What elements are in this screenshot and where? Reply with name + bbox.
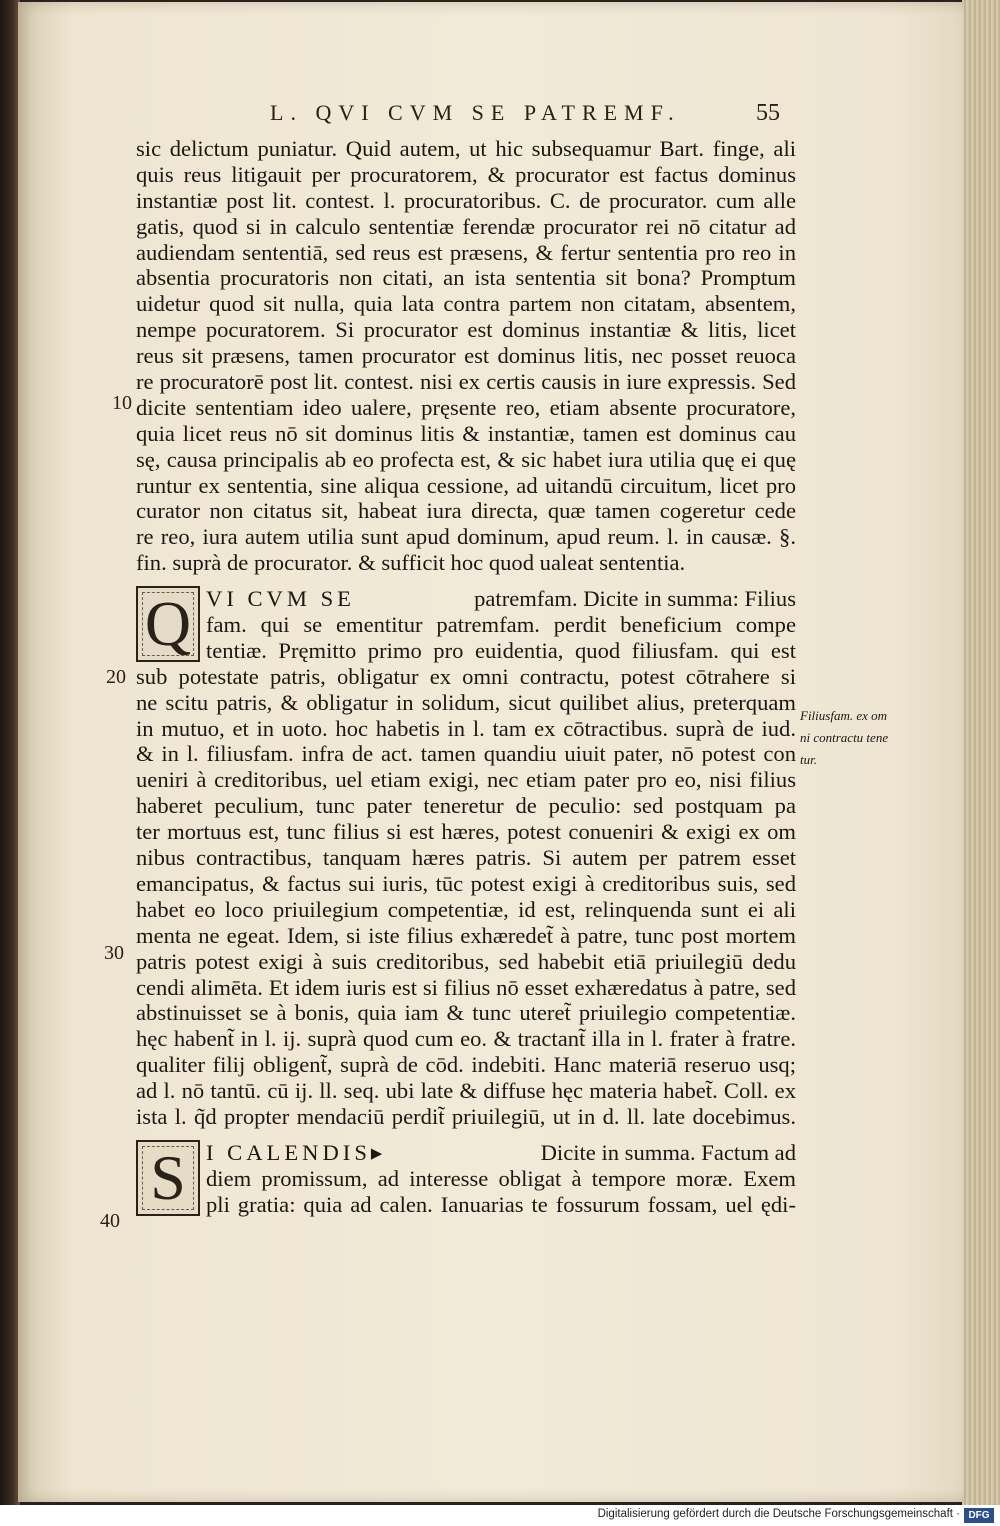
text-line: sub potestate patris, obligatur ex omni contractu, potest cōtrahere si [136, 663, 796, 689]
text-line: curator non citatus sit, habeat iura directa, quæ tamen cogeretur cede [136, 498, 796, 524]
main-text [136, 136, 796, 1218]
text-line: ueniri à creditoribus, uel etiam exigi, nec etiam pater pro eo, nisi filius [136, 767, 796, 793]
text-line: reus sit præsens, tamen procurator est dominus litis, nec posset reuoca [136, 343, 796, 369]
margin-line-number: 30 [104, 942, 124, 964]
text-line: sę, causa principalis ab eo profecta est, & sic habet iura utilia quę ei quę [136, 446, 796, 472]
initial-letter: S [150, 1141, 186, 1213]
digitization-credit: Digitalisierung gefördert durch die Deutsche Forschungsgemeinschaft · [597, 1508, 960, 1520]
text-line: qualiter filij obligent̃, suprà de cōd. indebiti. Hanc materiā reseruo usq; [136, 1052, 796, 1078]
text-line: audiendam sententiā, sed reus est præsens, & fertur sententia pro reo in [136, 239, 796, 265]
margin-line-number: 20 [106, 666, 126, 688]
initial-letter: Q [144, 588, 192, 660]
text-line: tentiæ. Pręmitto primo pro euidentia, quod filiusfam. qui est [206, 637, 796, 663]
text-line [136, 586, 796, 612]
dfg-logo: DFG [964, 1508, 994, 1523]
decorated-initial-s [136, 1140, 200, 1216]
text-line: ad l. nō tantū. cū ij. ll. seq. ubi late & diffuse hęc materia habet̃. Coll. ex [136, 1078, 796, 1104]
text-line: hęc habent̃ in l. ij. suprà quod cum eo. & tractant̃ illa in l. frater à fratre. [136, 1026, 796, 1052]
initial-ornament [142, 588, 194, 660]
text-line: sic delictum puniatur. Quid autem, ut hic subsequamur Bart. finge, ali [136, 136, 796, 161]
text-line: habet eo loco priuilegium competentiæ, id est, relinquenda sunt ei ali [136, 896, 796, 922]
page-number: 55 [756, 100, 780, 126]
text-line: cendi alimēta. Et idem iuris est si filius nō esset exhæredatus à patre, sed [136, 974, 796, 1000]
marginal-note-line: Filiusfam. ex om [800, 708, 888, 723]
text-line: re procuratorē post lit. contest. nisi ex certis causis in iure expressis. Sed [136, 369, 796, 395]
margin-line-number: 40 [100, 1210, 120, 1232]
text-line: pli gratia: quia ad calen. Ianuarias te fossurum fossam, uel ędi- [206, 1191, 796, 1217]
text-line: ista l. q̃d propter mendaciū perdit̃ priuilegiū, ut in d. ll. late docebimus. [136, 1103, 796, 1129]
marginal-note-line: ni contractu tene [800, 730, 889, 745]
text-line: & in l. filiusfam. infra de act. tamen quandiu uiuit pater, nō potest con [136, 741, 796, 767]
text-line-rest: Dicite in summa. Factum ad [540, 1139, 796, 1165]
text-line [136, 1140, 796, 1166]
text-line: ne scitu patris, & obligatur in solidum, sicut quilibet alius, preterquam [136, 689, 796, 715]
text-line: dicite sententiam ideo ualere, pręsente reo, etiam absente procuratore, [136, 394, 796, 420]
text-line: haberet peculium, tunc pater teneretur de peculio: sed postquam pa [136, 793, 796, 819]
text-line: uidetur quod sit nulla, quia lata contra partem non citatam, absentem, [136, 291, 796, 317]
text-line: fam. qui se ementitur patremfam. perdit beneficium compe [206, 612, 796, 638]
text-line: diem promissum, ad interesse obligat à tempore moræ. Exem [206, 1165, 796, 1191]
initial-ornament [142, 1141, 194, 1213]
lemma-heading: I CALENDIS▸ [206, 1139, 387, 1165]
text-line: runtur ex sententia, sine aliqua cessione, ad uitandū circuitum, licet pro [136, 472, 796, 498]
text-line: gatis, quod si in calculo sententiæ ferendæ procurator rei nō citatur ad [136, 213, 796, 239]
margin-line-number: 10 [112, 392, 132, 414]
text-line-rest: patremfam. Dicite in summa: Filius [474, 586, 796, 612]
text-line: menta ne egeat. Idem, si iste filius exhæredet̃ à patre, tunc post mortem [136, 922, 796, 948]
text-line: absentia procuratoris non citati, an ista sententia sit bona? Promptum [136, 265, 796, 291]
text-line: abstinuisset se à bonis, quia iam & tunc uteret̃ priuilegio competentiæ. [136, 1000, 796, 1026]
paragraph-2 [136, 586, 796, 1130]
paragraph-1 [136, 136, 796, 576]
text-line: emancipatus, & factus sui iuris, tūc potest exigi à creditoribus suis, sed [136, 870, 796, 896]
paragraph-3 [136, 1140, 796, 1218]
text-line: quis reus litigauit per procuratorem, & procurator est factus dominus [136, 161, 796, 187]
marginal-note-line: tur. [800, 752, 817, 767]
decorated-initial-q [136, 586, 200, 662]
text-line: re reo, iura autem utilia sunt apud dominum, apud reum. l. in causæ. §. [136, 524, 796, 550]
text-line: patris potest exigi à suis creditoribus, sed habebit etiā priuilegiū dedu [136, 948, 796, 974]
running-title: L. QVI CVM SE PATREMF. [270, 100, 681, 125]
binding-edge [0, 0, 20, 1505]
text-line: instantiæ post lit. contest. l. procuratoribus. C. de procurator. cum alle [136, 187, 796, 213]
text-line: nempe pocuratorem. Si procurator est dominus instantiæ & litis, licet [136, 317, 796, 343]
text-line: quia licet reus nō sit dominus litis & instantiæ, tamen est dominus cau [136, 420, 796, 446]
page-edges [962, 0, 1000, 1505]
marginal-note [800, 705, 912, 771]
text-line: ter mortuus est, tunc filius si est hæres, potest conueniri & exigi ex om [136, 819, 796, 845]
text-line: nibus contractibus, tanquam hæres patris. Si autem per patrem esset [136, 845, 796, 871]
text-line: fin. suprà de procurator. & sufficit hoc quod ualeat sententia. [136, 550, 686, 576]
footer-bar [0, 1505, 1000, 1526]
text-line: in mutuo, et in uoto. hoc habetis in l. tam ex cōtractibus. suprà de iud. [136, 715, 796, 741]
lemma-heading: VI CVM SE [206, 586, 355, 612]
